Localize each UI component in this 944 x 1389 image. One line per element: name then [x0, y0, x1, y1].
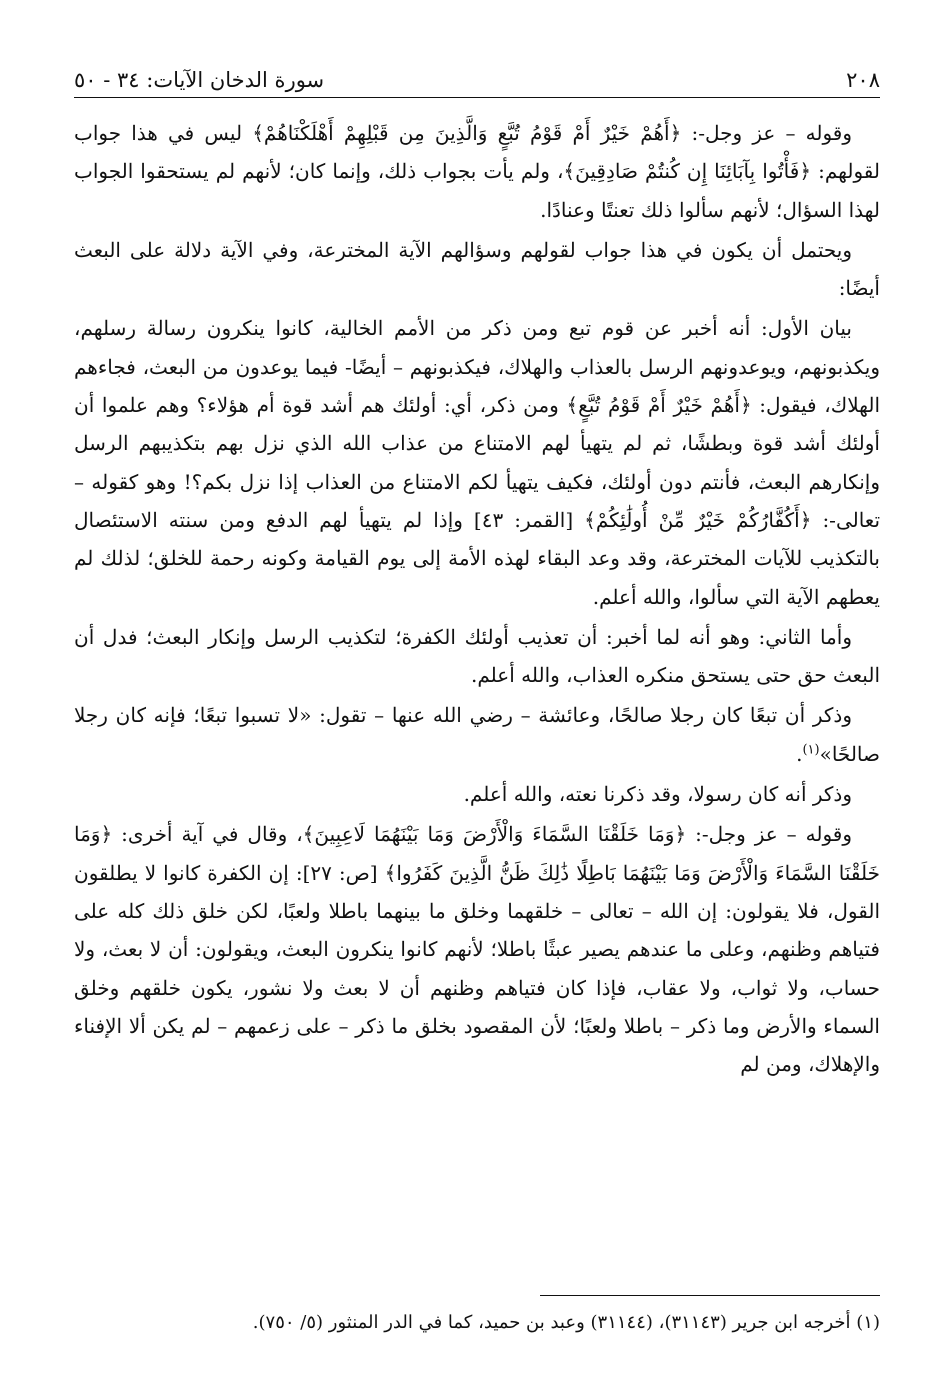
- body-text: [74, 114, 880, 1085]
- paragraph-with-footnote: [74, 696, 880, 773]
- paragraph: وقوله – عز وجل-: ﴿أَهُمْ خَيْرٌ أَمْ قَوْمُ تُبَّعٍ وَالَّذِينَ مِن قَبْلِهِمْ أَهْلَكْنَاهُمْ﴾ ليس في هذا جواب لقولهم: ﴿فَأْتُوا بِآبَائِنَا إِن كُنتُمْ صَادِقِينَ﴾، ولم يأت بجواب ذلك، وإنما كان؛ لأنهم لم يستحقوا الجواب لهذا السؤال؛ لأنهم سألوا ذلك تعنتًا وعنادًا.: [74, 121, 880, 222]
- paragraph: وأما الثاني: وهو أنه لما أخبر: أن تعذيب أولئك الكفرة؛ لتكذيب الرسل وإنكار البعث؛ فدل أن البعث حق حتى يستحق منكره العذاب، والله أعلم.: [74, 624, 880, 688]
- paragraph: ويحتمل أن يكون في هذا جواب لقولهم وسؤالهم الآية المخترعة، وفي الآية دلالة على البعث أيضًا:: [74, 237, 880, 301]
- running-head: [74, 56, 880, 92]
- header-rule: [74, 97, 880, 98]
- paragraph: بيان الأول: أنه أخبر عن قوم تبع ومن ذكر من الأمم الخالية، كانوا ينكرون رسالة رسلهم، ويكذبونهم، ويوعدونهم الرسل بالعذاب والهلاك، فيكذبونهم – أيضًا- فيما يوعدون من البعث، فجاءهم الهلاك، فيقول: ﴿أَهُمْ خَيْرٌ أَمْ قَوْمُ تُبَّعٍ﴾ ومن ذكر، أي: أولئك هم أشد قوة أم هؤلاء؟ وهم علموا أن أولئك أشد قوة وبطشًا، ثم لم يتهيأ لهم الامتناع من عذاب الله الذي نزل بهم بتكذيبهم الرسل وإنكارهم البعث، فأنتم دون أولئك، فكيف يتهيأ لكم الامتناع من العذاب إذا نزل بكم؟! وهو كقوله – تعالى-: ﴿أَكُفَّارُكُمْ خَيْرٌ مِّنْ أُولَٰئِكُمْ﴾ [القمر: ٤٣] وإذا لم يتهيأ لهم الدفع ومن سنته الاستئصال بالتكذيب للآيات المخترعة، وقد وعد البقاء لهذه الأمة إلى يوم القيامة وكونه رحمة للخلق؛ لذلك لم يعطهم الآية التي سألوا، والله أعلم.: [74, 316, 881, 609]
- book-page: [74, 52, 880, 1352]
- paragraph: وقوله – عز وجل-: ﴿وَمَا خَلَقْنَا السَّمَاءَ وَالْأَرْضَ وَمَا بَيْنَهُمَا لَاعِبِينَ﴾، وقال في آية أخرى: ﴿وَمَا خَلَقْنَا السَّمَاءَ وَالْأَرْضَ وَمَا بَيْنَهُمَا بَاطِلًا ذَٰلِكَ ظَنُّ الَّذِينَ كَفَرُوا﴾ [ص: ٢٧]: إن الكفرة كانوا لا يطلقون القول، فلا يقولون: إن الله – تعالى – خلقهما وخلق ما بينهما باطلا ولعبًا، لكن خلق ذلك كله على فتياهم وظنهم، وعلى ما عندهم يصير عبثًا باطلا؛ لأنهم كانوا ينكرون البعث، ويقولون: أن لا بعث، ولا حساب، ولا ثواب، ولا عقاب، فإذا كان فتياهم وظنهم أن لا بعث ولا نشور، يكون خلقهم وخلق السماء والأرض وما ذكر – باطلا ولعبًا؛ لأن المقصود بخلق ما ذكر – على زعمهم – لم يكن ألا الإفناء والإهلاك، ومن لم: [74, 822, 880, 1077]
- paragraph-end: .: [796, 741, 803, 766]
- footnote-reference: (١): [802, 742, 820, 758]
- page-number: ٢٠٨: [846, 68, 880, 92]
- paragraph: وذكر أنه كان رسولا، وقد ذكرنا نعته، والله أعلم.: [463, 782, 852, 807]
- chapter-title: سورة الدخان الآيات: ٣٤ - ٥٠: [74, 68, 325, 92]
- footnote-divider: [540, 1295, 880, 1296]
- paragraph-text: وذكر أن تبعًا كان رجلا صالحًا، وعائشة – رضي الله عنها – تقول: «لا تسبوا تبعًا؛ فإنه كان رجلا صالحًا»: [74, 703, 880, 766]
- footnote: (١) أخرجه ابن جرير (٣١١٤٣)، (٣١١٤٤) وعبد بن حميد، كما في الدر المنثور (٥/ ٧٥٠).: [252, 1312, 880, 1333]
